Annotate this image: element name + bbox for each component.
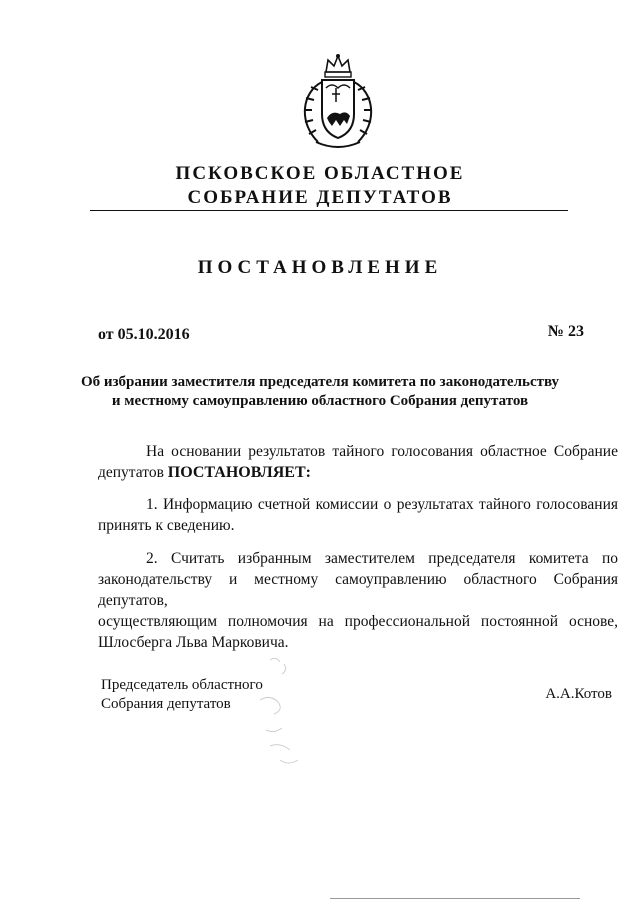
item-1-line2: принять к сведению. <box>98 517 235 534</box>
preamble-line1: На основании результатов тайного голосования областное Собрание <box>146 443 618 460</box>
signatory-name: А.А.Котов <box>545 686 612 702</box>
subject-line2: и местному самоуправлению областного Собрания депутатов <box>111 393 529 409</box>
organization-name-line1: ПСКОВСКОЕ ОБЛАСТНОЕ <box>175 163 465 184</box>
document-subject <box>0 373 640 411</box>
footer-rule <box>330 898 580 899</box>
signatory-title-line1: Председатель областного <box>101 677 263 693</box>
document-date: от 05.10.2016 <box>98 326 190 343</box>
signatory-title <box>101 676 263 714</box>
item-2-line3: осуществляющим полномочия на профессиональной постоянной основе, <box>98 613 618 630</box>
item-2-line1: 2. Считать избранным заместителем председателя комитета по <box>146 550 618 567</box>
preamble-paragraph <box>98 441 618 483</box>
item-1-line1: 1. Информацию счетной комиссии о результатах тайного голосования <box>146 496 618 513</box>
signatory-title-line2: Собрания депутатов <box>101 696 231 712</box>
decree-word: ПОСТАНОВЛЯЕТ: <box>167 464 311 481</box>
preamble-line2-text: депутатов <box>98 464 164 481</box>
item-2-line2: законодательству и местному самоуправлению областного Собрания депутатов, <box>98 571 618 609</box>
organization-name-line2: СОБРАНИЕ ДЕПУТАТОВ <box>187 187 453 208</box>
document-number: № 23 <box>547 323 584 340</box>
document-type: ПОСТАНОВЛЕНИЕ <box>197 257 443 278</box>
header-divider <box>90 210 568 211</box>
item-1-paragraph <box>98 494 618 536</box>
coat-of-arms-icon <box>292 52 384 154</box>
item-2-line4: Шлосберга Льва Марковича. <box>98 634 289 651</box>
item-2-paragraph <box>98 548 618 653</box>
preamble-line2 <box>98 462 618 483</box>
signature-marks <box>240 650 320 780</box>
subject-line1: Об избрании заместителя председателя комитета по законодательству <box>80 374 560 390</box>
